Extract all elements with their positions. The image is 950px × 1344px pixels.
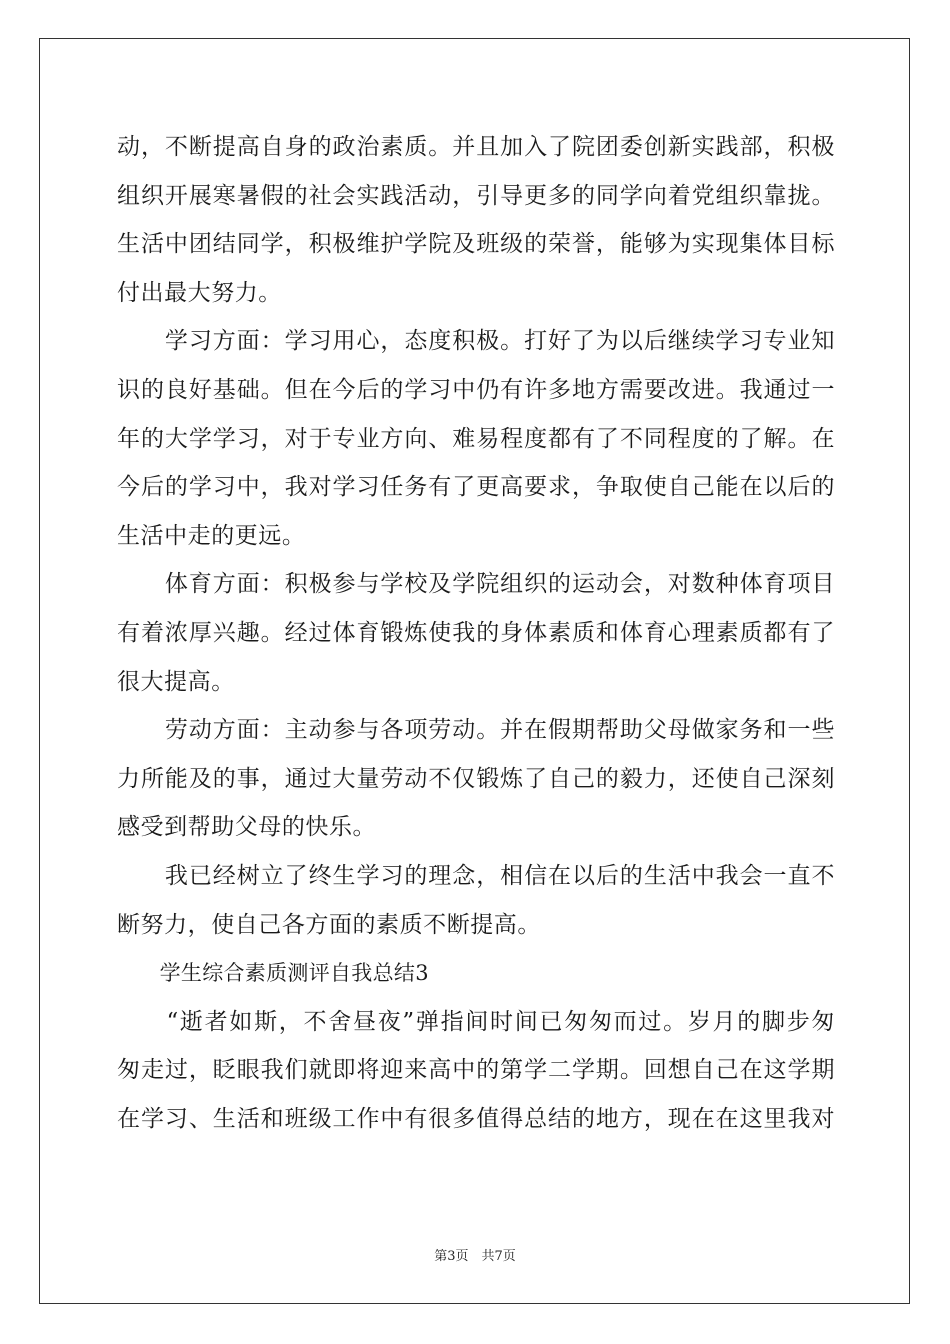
text-line: 在学习、生活和班级工作中有很多值得总结的地方，现在在这里我对: [117, 1105, 835, 1132]
text-line: 断努力，使自己各方面的素质不断提高。: [117, 911, 541, 938]
text-line: 力所能及的事，通过大量劳动不仅锻炼了自己的毅力，还使自己深刻: [117, 765, 835, 792]
document-body: [117, 123, 835, 1143]
text-line: 识的良好基础。但在今后的学习中仍有许多地方需要改进。我通过一: [117, 376, 835, 403]
text-line: 劳动方面：主动参与各项劳动。并在假期帮助父母做家务和一些: [117, 717, 835, 744]
text-line: 感受到帮助父母的快乐。: [117, 814, 377, 841]
text-line: 付出最大努力。: [117, 279, 282, 306]
text-line: 年的大学学习，对于专业方向、难易程度都有了不同程度的了解。在: [117, 425, 835, 452]
text-line: 体育方面：积极参与学校及学院组织的运动会，对数种体育项目: [117, 571, 835, 598]
text-line: 很大提高。: [117, 668, 235, 695]
section-heading: 学生综合素质测评自我总结3: [117, 961, 429, 986]
page-number: 第3页 共7页: [434, 1249, 516, 1264]
text-line: “逝者如斯，不舍昼夜”弹指间时间已匆匆而过。岁月的脚步匆: [117, 1008, 835, 1035]
text-line: 生活中团结同学，积极维护学院及班级的荣誉，能够为实现集体目标: [117, 231, 835, 258]
text-line: 组织开展寒暑假的社会实践活动，引导更多的同学向着党组织靠拢。: [117, 182, 835, 209]
text-line: 今后的学习中，我对学习任务有了更高要求，争取使自己能在以后的: [117, 474, 835, 501]
text-line: 匆走过，眨眼我们就即将迎来高中的第学二学期。回想自己在这学期: [117, 1057, 835, 1084]
text-line: 生活中走的更远。: [117, 522, 306, 549]
text-line: 我已经树立了终生学习的理念，相信在以后的生活中我会一直不: [117, 862, 835, 889]
text-line: 学习方面：学习用心，态度积极。打好了为以后继续学习专业知: [117, 328, 835, 355]
text-line: 动，不断提高自身的政治素质。并且加入了院团委创新实践部，积极: [117, 134, 835, 160]
text-line: 有着浓厚兴趣。经过体育锻炼使我的身体素质和体育心理素质都有了: [117, 619, 835, 646]
